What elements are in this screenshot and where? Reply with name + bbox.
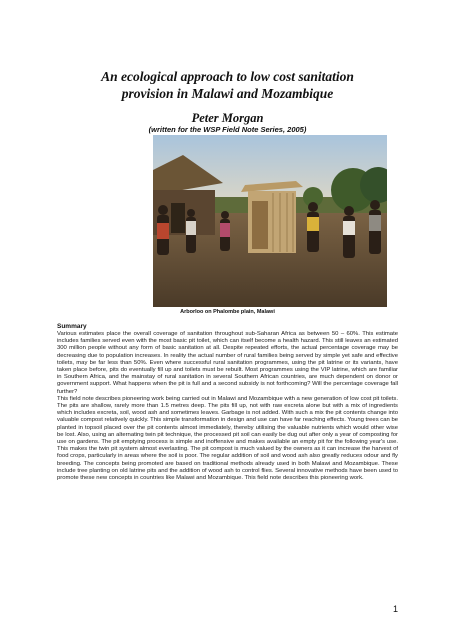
author-name: Peter Morgan [191, 111, 264, 125]
page-number: 1 [393, 604, 399, 614]
photo-illustration [153, 135, 387, 307]
summary-paragraph-1: Various estimates place the overall coverage of sanitation throughout sub-Saharan Africa as between 50 – 60%. This estimate includes families served even with the most basic pit toilet, which can itself become a health hazard. This still leaves an estimated 300 million people without any form of basic sanitation at all. Despite repeated efforts, the actual percentage coverage may be decreasing due to population increases. In reality the actual number of rural families being served by simple yet safe and effective toilets, may be far less than 50%. Even where successful rural sanitation programmes, using the pit latrine or its variants, have taken place before, pits do eventually fill up and toilets must be rebuilt. Most programmes using the VIP latrine, which are familiar in Southern Africa, and the mainstay of rural sanitation in several Southern African countries, are much dependent on donor or government support. What happens when the pit is full and a second subsidy is not forthcoming? Will the percentage coverage fall further? [57, 331, 398, 395]
summary-heading: Summary [57, 323, 87, 330]
photo-caption: Arborloo on Phalombe plain, Malawi [180, 309, 275, 315]
title-line-1: An ecological approach to low cost sanitation [101, 69, 354, 84]
document-title [0, 68, 455, 102]
arborloo-photo [153, 135, 387, 307]
summary-body [57, 331, 398, 482]
title-line-2: provision in Malawi and Mozambique [121, 86, 334, 101]
document-subtitle: (written for the WSP Field Note Series, 2005) [148, 125, 307, 134]
summary-paragraph-2: This field note describes pioneering work being carried out in Malawi and Mozambique with a new generation of low cost pit toilets. The pits are shallow, rarely more than 1.5 metres deep. The pits fill up, not with raw excreta alone but with a mix of ingredients which includes excreta, soil, wood ash and sometimes leaves. Garbage is not added. With such a mix the pit contents change into valuable compost relatively quickly. This simple transformation in design and use can have far reaching effects. Young trees can be planted in topsoil placed over the pit contents almost immediately, thereby utilising the valuable nutrients which would other wise be lost. Also, using an alternating twin pit technique, the processed pit soil can easily be dug out after only a year of composting for use on gardens. The pit emptying process is simple and inoffensive and makes available an empty pit for the following year's use. This makes the twin pit system almost everlasting. The pit compost is much valued by the owners as it can increase the harvest of food crops, particularly in areas where the soil is poor. The regular addition of soil and wood ash also greatly reduces odour and fly breeding. The concepts being promoted are based on traditional methods already used in both Malawi and Mozambique. These include tree planting on old latrine pits and the addition of wood ash to control flies. Several innovative methods have been used to promote these new concepts in countries like Malawi and Mozambique. This field note describes this pioneering work. [57, 395, 398, 482]
